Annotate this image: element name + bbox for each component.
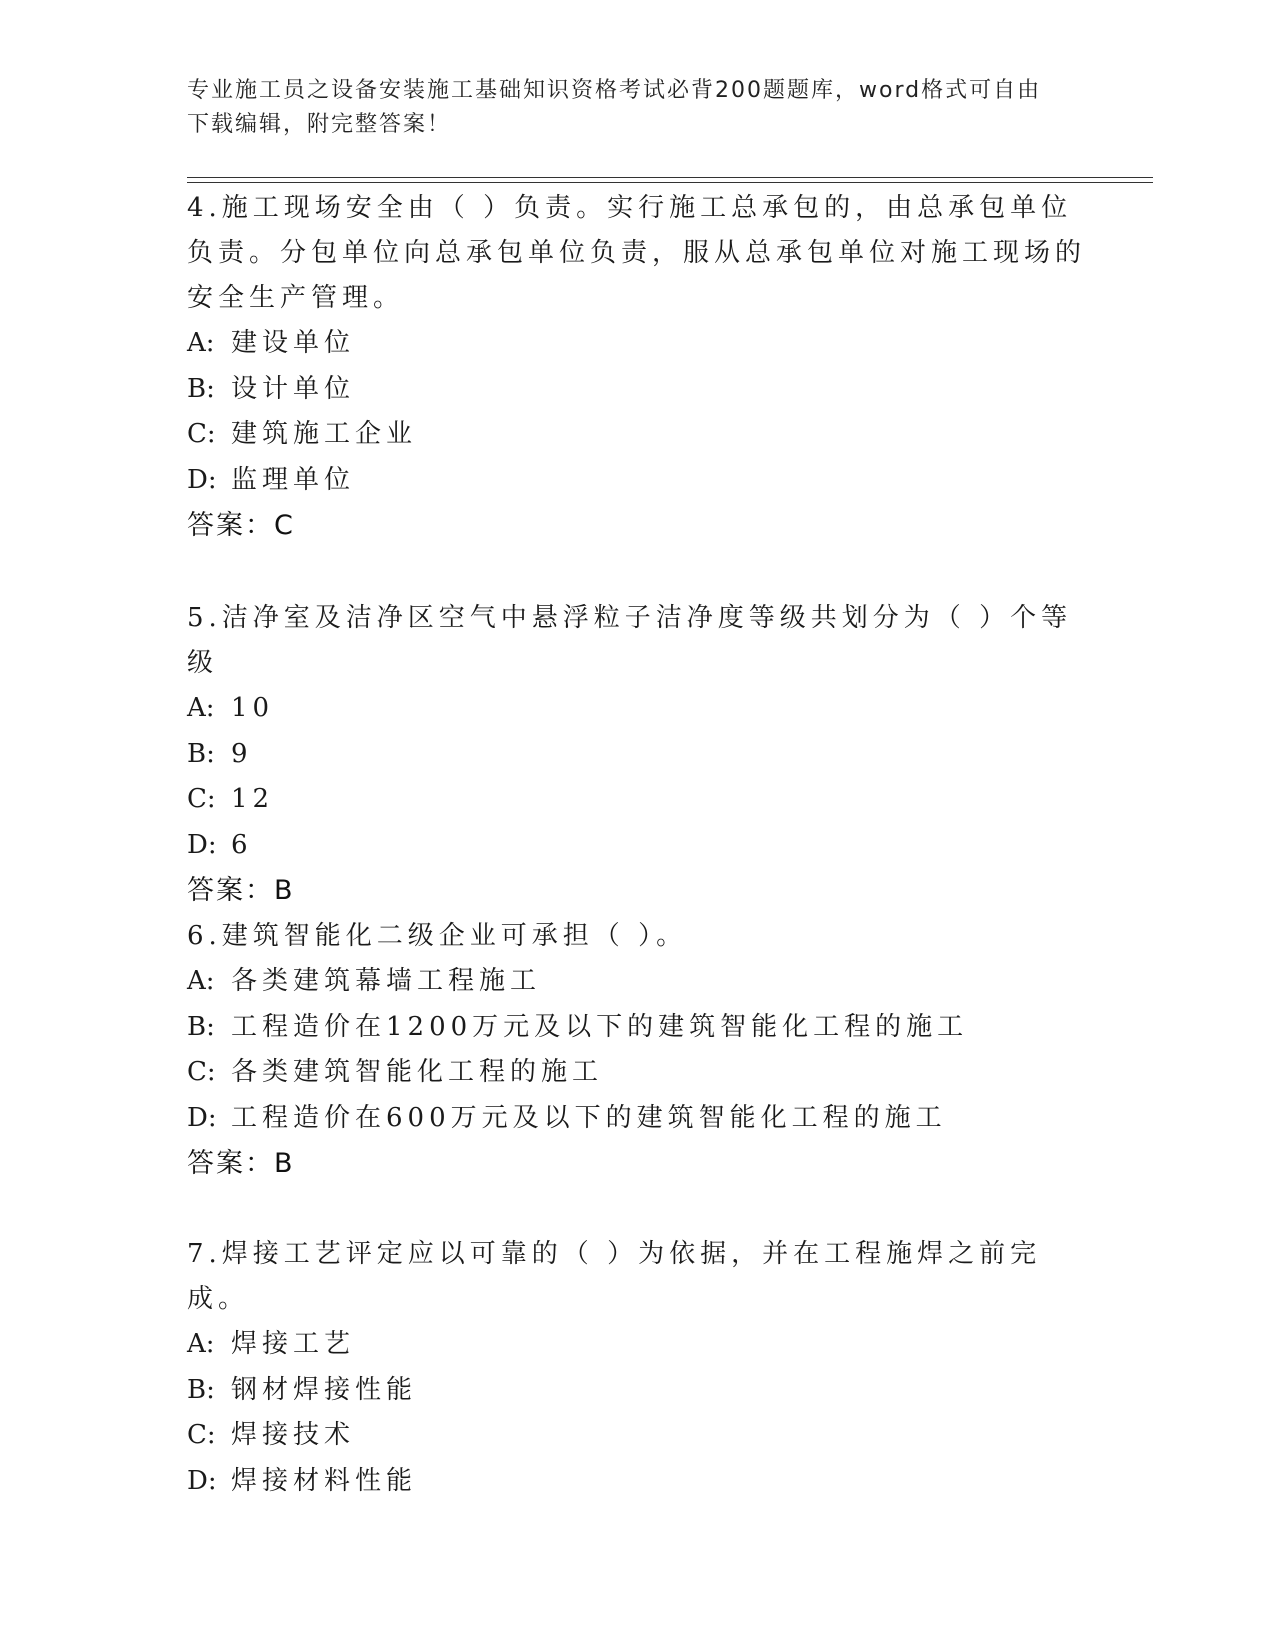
option-text: 建设单位	[231, 328, 356, 358]
option-a	[187, 321, 1087, 367]
option-text: 建筑施工企业	[231, 419, 418, 449]
option-b	[187, 367, 1087, 413]
question-7	[187, 1232, 1087, 1504]
option-text: 焊接材料性能	[231, 1465, 418, 1496]
option-letter: A:	[187, 966, 215, 996]
option-letter: C:	[187, 1057, 216, 1087]
option-a	[187, 1322, 1087, 1368]
option-b	[187, 1368, 1087, 1414]
answer-line: 答案：B	[187, 1148, 295, 1179]
document-header	[187, 74, 1067, 142]
option-letter: D:	[187, 1465, 217, 1496]
option-text: 钢材焊接性能	[231, 1374, 418, 1405]
option-c	[187, 1050, 1087, 1096]
option-a	[187, 686, 1087, 732]
option-text: 焊接技术	[231, 1420, 356, 1450]
header-line-1: 专业施工员之设备安装施工基础知识资格考试必背200题题库，word格式可自由	[187, 78, 1042, 103]
header-divider-top	[187, 177, 1153, 178]
option-letter: D:	[187, 1102, 217, 1133]
question-text: 4.施工现场安全由（ ）负责。实行施工总承包的，由总承包单位负责。分包单位向总承包单位负责，服从总承包单位对施工现场的安全生产管理。	[187, 193, 1087, 313]
option-letter: C:	[187, 784, 216, 814]
option-text: 各类建筑智能化工程的施工	[231, 1057, 604, 1087]
header-divider-bottom	[187, 182, 1153, 183]
option-b	[187, 732, 1087, 778]
option-text: 6	[231, 829, 253, 860]
question-text: 7.焊接工艺评定应以可靠的（ ）为依据，并在工程施焊之前完成。	[187, 1239, 1042, 1314]
option-d	[187, 1459, 1087, 1505]
option-letter: D:	[187, 829, 217, 860]
option-text: 工程造价在600万元及以下的建筑智能化工程的施工	[231, 1102, 947, 1133]
option-letter: C:	[187, 1420, 216, 1450]
answer-line: 答案：B	[187, 875, 295, 906]
header-line-2: 下载编辑，附完整答案！	[187, 112, 452, 137]
option-letter: A:	[187, 693, 215, 723]
option-c	[187, 412, 1087, 458]
option-text: 监理单位	[231, 464, 356, 495]
option-letter: A:	[187, 328, 215, 358]
question-text: 6.建筑智能化二级企业可承担（ ）。	[187, 921, 688, 951]
option-text: 工程造价在1200万元及以下的建筑智能化工程的施工	[231, 1011, 969, 1042]
question-6	[187, 914, 1087, 1186]
option-letter: C:	[187, 419, 216, 449]
option-letter: B:	[187, 373, 215, 404]
option-letter: B:	[187, 1374, 215, 1405]
option-letter: B:	[187, 1011, 215, 1042]
option-letter: B:	[187, 738, 215, 769]
option-text: 各类建筑幕墙工程施工	[231, 966, 542, 996]
option-a	[187, 959, 1087, 1005]
option-text: 焊接工艺	[231, 1329, 356, 1359]
option-text: 设计单位	[231, 373, 356, 404]
option-text: 12	[231, 784, 275, 814]
option-d	[187, 458, 1087, 504]
question-text: 5.洁净室及洁净区空气中悬浮粒子洁净度等级共划分为（ ）个等级	[187, 603, 1073, 678]
question-4	[187, 186, 1087, 548]
option-c	[187, 777, 1087, 823]
option-d	[187, 1096, 1087, 1142]
option-text: 10	[231, 693, 275, 723]
option-letter: A:	[187, 1329, 215, 1359]
option-text: 9	[231, 738, 253, 769]
option-c	[187, 1413, 1087, 1459]
option-letter: D:	[187, 464, 217, 495]
answer-line: 答案：C	[187, 510, 295, 541]
option-b	[187, 1005, 1087, 1051]
option-d	[187, 823, 1087, 869]
question-5	[187, 596, 1087, 913]
